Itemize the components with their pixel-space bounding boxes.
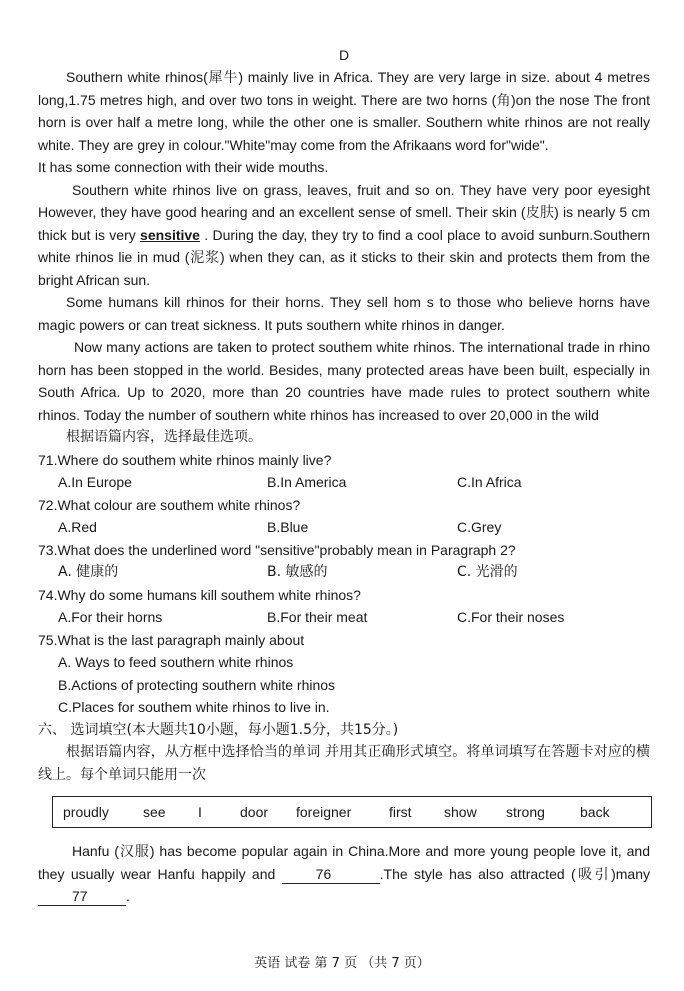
option-c: C.For their noses <box>457 609 565 625</box>
word-bank-box <box>52 796 652 828</box>
question-71 <box>38 449 650 494</box>
option-b: B.For their meat <box>267 609 368 625</box>
question-text: 72.What colour are southem white rhinos? <box>38 496 301 513</box>
option-b: B.Actions of protecting southern white rhinos <box>58 676 336 693</box>
section-6-instruction: 根据语篇内容，从方框中选择恰当的单词 并用其正确形式填空。将单词填写在答题卡对应的横线上。每个单词只能用一次 <box>38 744 650 783</box>
passage-paragraph-3: Some humans kill rhinos for their horns. They sell hom s to those who believe horns have magic powers or can treat sickness. It puts southern white rhinos in danger. <box>38 294 650 333</box>
word-bank-item: foreigner <box>296 804 352 820</box>
question-75 <box>38 629 650 719</box>
hanfu-text-b: .The style has also attracted (吸引)many <box>379 865 650 882</box>
option-b: B.In America <box>267 474 347 490</box>
section-6-heading: 六、 选词填空(本大题共10小题，每小题1.5分，共15分。) <box>38 721 399 738</box>
word-bank-item: proudly <box>63 804 109 820</box>
word-bank-item: strong <box>506 804 545 820</box>
blank-77: 77 <box>38 887 126 906</box>
word-bank-item: see <box>143 804 166 820</box>
paragraph-2-text-before: Southern white rhinos live on grass, leaves, fruit and so on. They have very poor eyesight However, they have good hearing and an excellent sense of smell. Their skin (皮肤) is nearly 5 cm thick but is very <box>38 181 650 243</box>
option-c: C.Grey <box>457 519 502 535</box>
option-a: A.In Europe <box>58 474 132 490</box>
word-bank-item: show <box>444 804 477 820</box>
hanfu-passage <box>38 840 650 908</box>
blank-76: 76 <box>282 865 380 884</box>
word-bank-item: I <box>198 804 202 820</box>
question-text: 75.What is the last paragraph mainly about <box>38 631 305 648</box>
question-73 <box>38 539 650 584</box>
question-text: 73.What does the underlined word "sensitive"probably mean in Paragraph 2? <box>38 541 516 558</box>
reading-instruction: 根据语篇内容，选择最佳选项。 <box>66 429 262 445</box>
option-c: C.Places for southem white rhinos to live in. <box>58 699 330 715</box>
question-72 <box>38 494 650 539</box>
passage-paragraph-2 <box>38 179 650 292</box>
question-74 <box>38 584 650 629</box>
hanfu-text-a: Hanfu (汉服) has become popular again in China.More and more young people love it, and they usually wear Hanfu happily and <box>38 843 650 882</box>
word-bank-item: door <box>240 804 269 820</box>
question-text: 74.Why do some humans kill southem white rhinos? <box>38 586 361 603</box>
option-a: A. Ways to feed southern white rhinos <box>58 654 294 670</box>
passage-paragraph-1: Southern white rhinos(犀牛) mainly live in Africa. They are very large in size. about 4 metres long,1.75 metres high, and over two tons in weight. There are two horns (角)on the nose The front horn is over half a metre long, while the other one is smaller. Southern white rhinos are not really white. They are grey in colour."White"may come from the Afrikaans word for"wide". <box>38 69 650 153</box>
option-c: C.In Africa <box>457 474 522 490</box>
option-c: C. 光滑的 <box>457 564 518 580</box>
option-b: B.Blue <box>267 519 309 535</box>
word-bank-item: first <box>389 804 412 820</box>
underlined-word-sensitive: sensitive <box>140 226 200 243</box>
option-a: A.For their horns <box>58 609 163 625</box>
question-text: 71.Where do southem white rhinos mainly live? <box>38 451 332 468</box>
passage-paragraph-1-continued: It has some connection with their wide mouths. <box>38 159 329 175</box>
word-bank-item: back <box>580 804 610 820</box>
paragraph-2-text-after: . During the day, they try to find a cool place to avoid sunburn.Southern white rhinos lie in mud (泥浆) when they can, as it sticks to their skin and protects them from the bright African sun. <box>38 226 650 288</box>
section-letter: D <box>338 47 350 63</box>
option-a: A. 健康的 <box>58 564 119 580</box>
option-b: B. 敏感的 <box>267 564 328 580</box>
option-a: A.Red <box>58 519 97 535</box>
passage-paragraph-4: Now many actions are taken to protect southem white rhinos. The international trade in rhino horn has been stopped in the world. Besides, many protected areas have been built, especially in South Africa. Up to 2020, more than 20 countries have made rules to protect southern white rhinos. Today the number of southern white rhinos has increased to over 20,000 in the wild <box>38 339 650 423</box>
hanfu-text-c: . <box>126 888 130 904</box>
page-footer: 英语 试卷 第 7 页 （共 7 页） <box>254 956 430 971</box>
